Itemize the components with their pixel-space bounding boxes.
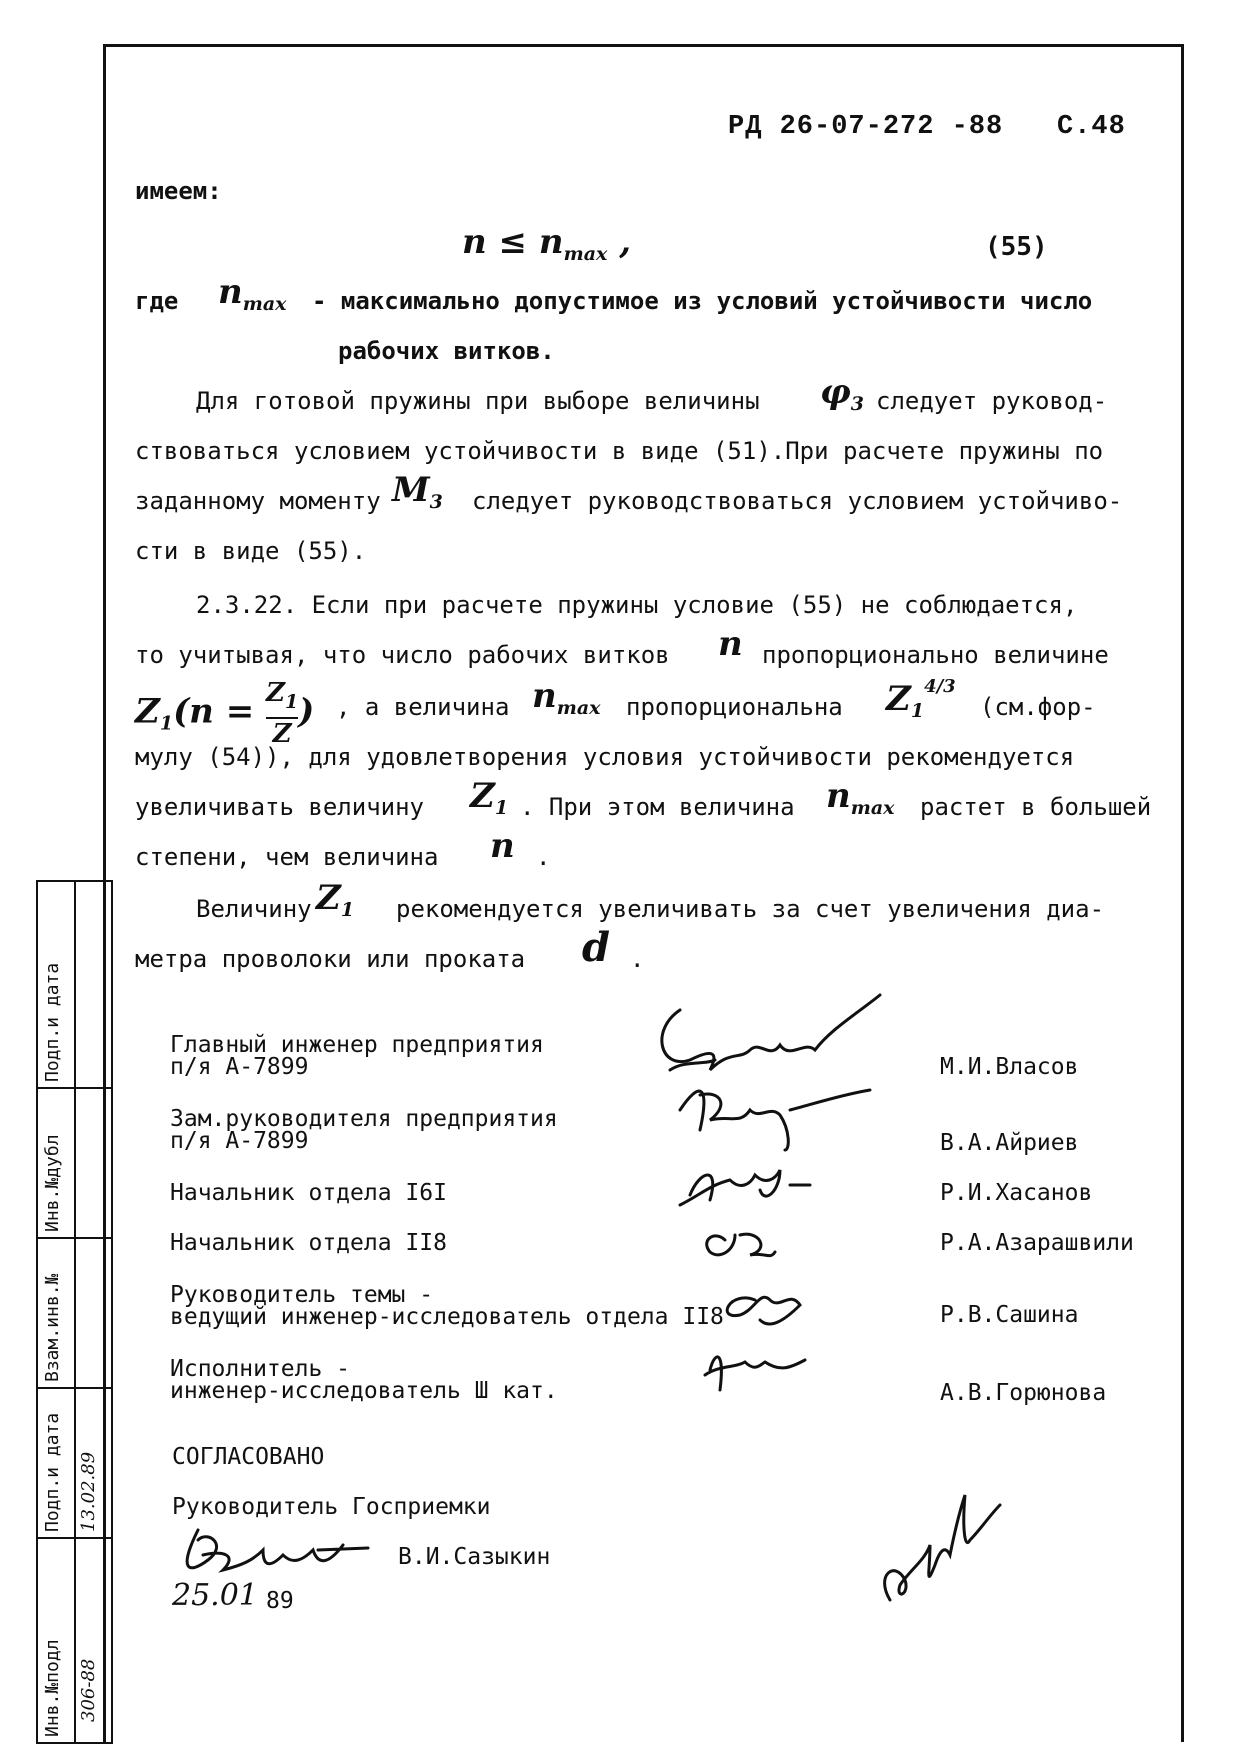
z1-symbol-2: $Z_1$ bbox=[316, 878, 355, 921]
nmax-symbol-2: $n_{max}$ bbox=[826, 776, 895, 819]
z1-power: $Z_1^{4/3}$ bbox=[886, 676, 956, 722]
stamp-label-4: Подп.и дата bbox=[42, 1412, 63, 1532]
sig1-name: М.И.Власов bbox=[940, 1054, 1079, 1080]
where-line1: - максимально допустимое из условий устойчивости число bbox=[312, 287, 1093, 315]
n-symbol: n bbox=[718, 624, 743, 664]
para2-line3b: пропорциональна bbox=[626, 693, 843, 721]
stamp-label-1: Подп.и дата bbox=[42, 962, 63, 1082]
extra-signature bbox=[870, 1480, 1010, 1620]
sig2-name: В.А.Айриев bbox=[940, 1130, 1079, 1156]
signatures-handwritten bbox=[640, 990, 920, 1430]
para2-line2b: пропорционально величине bbox=[762, 641, 1109, 669]
n-symbol-2: n bbox=[490, 826, 515, 866]
approval-date-hand: 25.01 bbox=[172, 1578, 258, 1613]
d-symbol: d bbox=[582, 924, 610, 971]
formula-55: $n \le n_{max}$ , bbox=[462, 222, 632, 265]
para1-line3b: следует руководствоваться условием устойчиво- bbox=[472, 487, 1123, 515]
sig3-name: Р.И.Хасанов bbox=[940, 1180, 1093, 1206]
para2-line5a: увеличивать величину bbox=[135, 793, 424, 821]
para2-line2a: то учитывая, что число рабочих витков bbox=[135, 641, 670, 669]
approval-date-year: 89 bbox=[266, 1588, 294, 1614]
para2-line4: мулу (54)), для удовлетворения условия устойчивости рекомендуется bbox=[135, 743, 1075, 771]
sig6-role: Исполнитель - инженер-исследователь Ш кат. bbox=[170, 1356, 558, 1404]
approval-name: В.И.Сазыкин bbox=[398, 1544, 551, 1570]
para1-line1a: Для готовой пружины при выборе величины bbox=[196, 387, 760, 415]
stamp-label-3: Взам.инв.№ bbox=[42, 1273, 63, 1382]
para2-line6a: степени, чем величина bbox=[135, 843, 439, 871]
sig4-name: Р.А.Азарашвили bbox=[940, 1230, 1134, 1256]
stamp-label-2: Инв.№дубл bbox=[42, 1134, 63, 1232]
para3-line2a: метра проволоки или проката bbox=[135, 945, 526, 973]
where-line2: рабочих витков. bbox=[338, 337, 555, 365]
para2-line6b: . bbox=[536, 843, 551, 871]
para1-line2: ствоваться условием устойчивости в виде (51).При расчете пружины по bbox=[135, 437, 1104, 465]
para1-line4: сти в виде (55). bbox=[135, 537, 367, 565]
intro-text: имеем: bbox=[135, 177, 222, 205]
nmax-symbol-1: $n_{max}$ bbox=[532, 676, 601, 719]
para2-line3c: (см.фор- bbox=[980, 693, 1096, 721]
page-number: С.48 bbox=[1057, 112, 1126, 142]
sig1-role: Главный инженер предприятия п/я А-7899 bbox=[170, 1032, 544, 1080]
where-prefix: где bbox=[135, 287, 179, 315]
para2-line1: 2.3.22. Если при расчете пружины условие (55) не соблюдается, bbox=[196, 591, 1078, 619]
para2-line5c: растет в большей bbox=[920, 793, 1152, 821]
para2-line3a: , а величина bbox=[336, 693, 510, 721]
approval-title: СОГЛАСОВАНО bbox=[172, 1444, 325, 1470]
para1-line1b: следует руковод- bbox=[876, 387, 1108, 415]
sig5-name: Р.В.Сашина bbox=[940, 1302, 1079, 1328]
phi3-symbol: $\varphi_3$ bbox=[820, 372, 864, 415]
stamp-hand-inv: 306-88 bbox=[78, 1658, 99, 1722]
z1-n-formula: $Z_1(n$ = $\frac{Z_1}{Z}$ ) bbox=[135, 678, 315, 749]
para3-line1b: рекомендуется увеличивать за счет увеличения диа- bbox=[396, 895, 1105, 923]
approval-role: Руководитель Госприемки bbox=[172, 1494, 491, 1520]
left-stamp bbox=[36, 880, 113, 1744]
stamp-label-5: Инв.№подл bbox=[42, 1639, 63, 1737]
where-symbol: $n_{max}$ bbox=[218, 272, 287, 315]
formula-55-number: (55) bbox=[985, 232, 1048, 262]
para3-line2b: . bbox=[630, 945, 645, 973]
para2-line5b: . При этом величина bbox=[520, 793, 795, 821]
stamp-hand-date: 13.02.89 bbox=[78, 1451, 99, 1532]
sig3-role: Начальник отдела I6I bbox=[170, 1180, 447, 1206]
z1-symbol-1: $Z_1$ bbox=[470, 776, 509, 819]
sig6-name: А.В.Горюнова bbox=[940, 1380, 1107, 1406]
para3-line1a: Величину bbox=[196, 895, 312, 923]
doc-code: РД 26-07-272 -88 bbox=[728, 112, 1004, 142]
sig4-role: Начальник отдела II8 bbox=[170, 1230, 447, 1256]
sig5-role: Руководитель темы - ведущий инженер-исследователь отдела II8 bbox=[170, 1282, 724, 1330]
sig2-role: Зам.руководителя предприятия п/я А-7899 bbox=[170, 1106, 558, 1154]
m3-symbol: $M_3$ bbox=[392, 470, 443, 513]
para1-line3a: заданному моменту bbox=[135, 487, 381, 515]
